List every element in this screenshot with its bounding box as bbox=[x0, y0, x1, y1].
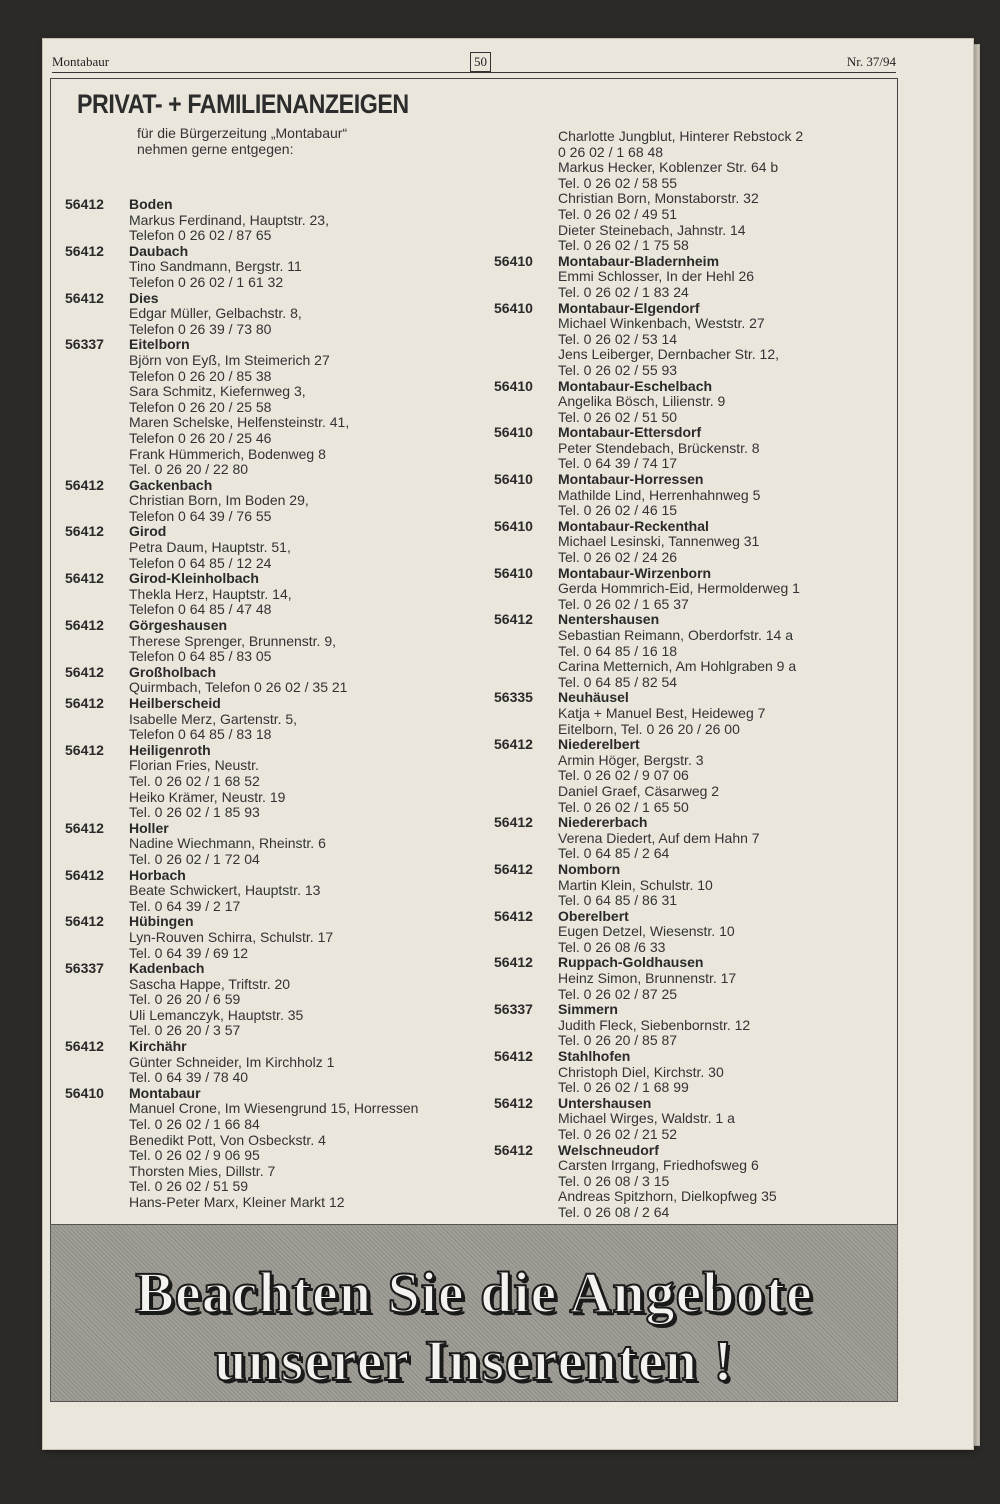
contact-line: 0 26 02 / 1 68 48 bbox=[558, 143, 664, 160]
contact-line: Thorsten Mies, Dillstr. 7 bbox=[129, 1162, 276, 1179]
entry-lines bbox=[129, 821, 418, 868]
issue-number: Nr. 37/94 bbox=[846, 54, 896, 69]
contact-line: Tel. 0 26 02 / 51 50 bbox=[558, 408, 678, 425]
entry-lines bbox=[558, 301, 803, 379]
directory-entry bbox=[494, 1143, 803, 1221]
directory-entry bbox=[494, 737, 803, 815]
contact-line: Tel. 0 26 02 / 21 52 bbox=[558, 1126, 678, 1142]
entry-lines bbox=[129, 337, 418, 477]
directory-entry bbox=[494, 612, 803, 690]
contact-line: Charlotte Jungblut, Hinterer Rebstock 2 bbox=[558, 128, 804, 144]
entry-lines bbox=[558, 909, 803, 956]
contact-line: Armin Höger, Bergstr. 3 bbox=[558, 751, 704, 768]
contact-line: Sebastian Reimann, Oberdorfstr. 14 a bbox=[558, 627, 794, 643]
ad-subtitle-line-2: nehmen gerne entgegen: bbox=[137, 141, 294, 157]
contact-line: Therese Sprenger, Brunnenstr. 9, bbox=[129, 632, 337, 649]
postal-code: 56337 bbox=[65, 336, 104, 353]
town-name: Stahlhofen bbox=[558, 1048, 631, 1065]
contact-line: Tino Sandmann, Bergstr. 11 bbox=[129, 258, 302, 275]
directory-entry bbox=[65, 743, 418, 821]
entry-lines bbox=[558, 955, 803, 1002]
contact-line: Telefon 0 26 02 / 87 65 bbox=[129, 227, 272, 244]
contact-line: Tel. 0 26 02 / 1 68 52 bbox=[129, 772, 260, 789]
entry-lines bbox=[129, 618, 418, 665]
contact-line: Beate Schwickert, Hauptstr. 13 bbox=[129, 882, 321, 899]
entry-lines bbox=[129, 478, 418, 525]
contact-line: Edgar Müller, Gelbachstr. 8, bbox=[129, 305, 302, 322]
postal-code: 56412 bbox=[65, 819, 104, 836]
postal-code: 56412 bbox=[65, 242, 104, 259]
entry-lines bbox=[558, 1143, 803, 1221]
directory-entry bbox=[65, 197, 418, 244]
contact-line: Tel. 0 64 39 / 74 17 bbox=[558, 455, 678, 472]
contact-line: Telefon 0 26 02 / 1 61 32 bbox=[129, 273, 284, 290]
contact-line: Tel. 0 26 02 / 1 83 24 bbox=[558, 283, 689, 300]
postal-code: 56410 bbox=[494, 299, 533, 316]
town-name: Eitelborn bbox=[129, 336, 190, 353]
contact-line: Tel. 0 64 85 / 86 31 bbox=[558, 892, 678, 909]
directory-entry bbox=[65, 914, 418, 961]
town-name: Montabaur-Elgendorf bbox=[558, 299, 700, 316]
town-name: Montabaur-Horressen bbox=[558, 471, 704, 488]
directory-entry bbox=[65, 478, 418, 525]
banner-line-1: Beachten Sie die Angebote bbox=[135, 1260, 813, 1325]
directory-entry bbox=[494, 955, 803, 1002]
town-name: Boden bbox=[129, 196, 173, 212]
postal-code: 56412 bbox=[494, 907, 533, 924]
contact-line: Lyn-Rouven Schirra, Schulstr. 17 bbox=[129, 928, 334, 945]
entry-lines bbox=[129, 197, 418, 244]
entry-lines bbox=[558, 129, 803, 254]
postal-code: 56412 bbox=[494, 736, 533, 753]
contact-line: Telefon 0 26 39 / 73 80 bbox=[129, 320, 272, 337]
postal-code: 56412 bbox=[494, 1094, 533, 1111]
directory-entry bbox=[494, 566, 803, 613]
entry-lines bbox=[558, 1049, 803, 1096]
contact-line: Tel. 0 26 02 / 58 55 bbox=[558, 174, 678, 191]
town-name: Niederelbert bbox=[558, 736, 640, 753]
directory-entry bbox=[494, 129, 803, 254]
postal-code: 56412 bbox=[494, 611, 533, 628]
directory-entry bbox=[494, 815, 803, 862]
classified-box bbox=[50, 78, 898, 1228]
ad-subtitle bbox=[137, 125, 347, 157]
contact-line: Markus Hecker, Koblenzer Str. 64 b bbox=[558, 159, 779, 176]
contact-line: Petra Daum, Hauptstr. 51, bbox=[129, 539, 291, 556]
contact-line: Christian Born, Im Boden 29, bbox=[129, 492, 309, 509]
contact-line: Jens Leiberger, Dernbacher Str. 12, bbox=[558, 346, 780, 363]
contact-line: Tel. 0 64 39 / 2 17 bbox=[129, 897, 241, 914]
contact-line: Telefon 0 26 20 / 25 46 bbox=[129, 429, 272, 446]
town-name: Neuhäusel bbox=[558, 689, 629, 706]
contact-line: Quirmbach, Telefon 0 26 02 / 35 21 bbox=[129, 679, 348, 696]
contact-line: Tel. 0 26 02 / 55 93 bbox=[558, 361, 678, 378]
entry-lines bbox=[129, 665, 418, 696]
contact-line: Tel. 0 26 02 / 1 66 84 bbox=[129, 1116, 260, 1133]
directory-entry bbox=[494, 862, 803, 909]
town-name: Girod-Kleinholbach bbox=[129, 570, 259, 587]
entry-lines bbox=[129, 524, 418, 571]
postal-code: 56412 bbox=[65, 1038, 104, 1055]
contact-line: Telefon 0 64 85 / 83 05 bbox=[129, 648, 272, 665]
contact-line: Eugen Detzel, Wiesenstr. 10 bbox=[558, 923, 735, 940]
contact-line: Gerda Hommrich-Eid, Hermolderweg 1 bbox=[558, 580, 800, 597]
contact-line: Tel. 0 26 02 / 1 72 04 bbox=[129, 850, 260, 867]
header-place: Montabaur bbox=[52, 54, 110, 69]
entry-lines bbox=[558, 815, 803, 862]
postal-code: 56412 bbox=[65, 663, 104, 680]
town-name: Montabaur-Ettersdorf bbox=[558, 424, 702, 441]
town-name: Ruppach-Goldhausen bbox=[558, 954, 704, 971]
directory-entry bbox=[65, 291, 418, 338]
town-name: Montabaur bbox=[129, 1084, 201, 1101]
postal-code: 56412 bbox=[65, 196, 104, 212]
contact-line: Tel. 0 26 02 / 9 06 95 bbox=[129, 1147, 260, 1164]
entry-lines bbox=[558, 425, 803, 472]
contact-line: Martin Klein, Schulstr. 10 bbox=[558, 876, 713, 893]
contact-line: Tel. 0 64 39 / 78 40 bbox=[129, 1069, 249, 1086]
contact-line: Björn von Eyß, Im Steimerich 27 bbox=[129, 351, 330, 368]
contact-line: Tel. 0 26 08 /6 33 bbox=[558, 938, 666, 955]
postal-code: 56410 bbox=[494, 517, 533, 534]
contact-line: Carsten Irrgang, Friedhofsweg 6 bbox=[558, 1157, 759, 1174]
directory-entry bbox=[65, 244, 418, 291]
postal-code: 56412 bbox=[65, 913, 104, 930]
town-name: Gackenbach bbox=[129, 476, 213, 493]
contact-line: Tel. 0 26 20 / 3 57 bbox=[129, 1022, 241, 1039]
postal-code: 56337 bbox=[494, 1001, 533, 1018]
postal-code: 56410 bbox=[494, 471, 533, 488]
postal-code: 56410 bbox=[494, 424, 533, 441]
postal-code: 56410 bbox=[494, 377, 533, 394]
entry-lines bbox=[129, 914, 418, 961]
contact-line: Tel. 0 26 20 / 22 80 bbox=[129, 461, 249, 478]
directory-entry bbox=[65, 1086, 418, 1211]
page-header bbox=[52, 50, 896, 73]
postal-code: 56412 bbox=[65, 695, 104, 711]
directory-entry bbox=[494, 301, 803, 379]
contact-line: Dieter Steinebach, Jahnstr. 14 bbox=[558, 221, 746, 238]
contact-line: Tel. 0 26 02 / 49 51 bbox=[558, 205, 678, 222]
contact-line: Tel. 0 26 02 / 24 26 bbox=[558, 549, 678, 566]
contact-line: Telefon 0 64 39 / 76 55 bbox=[129, 507, 272, 524]
contact-line: Maren Schelske, Helfensteinstr. 41, bbox=[129, 414, 350, 431]
directory-entry bbox=[65, 665, 418, 696]
entry-lines bbox=[558, 379, 803, 426]
contact-line: Heinz Simon, Brunnenstr. 17 bbox=[558, 970, 737, 987]
contact-line: Angelika Bösch, Lilienstr. 9 bbox=[558, 393, 726, 410]
advertisers-banner bbox=[50, 1224, 898, 1402]
directory-entry bbox=[65, 571, 418, 618]
town-name: Montabaur-Wirzenborn bbox=[558, 564, 712, 581]
contact-line: Tel. 0 26 02 / 46 15 bbox=[558, 502, 678, 519]
town-name: Girod bbox=[129, 523, 167, 540]
contact-line: Telefon 0 64 85 / 12 24 bbox=[129, 554, 272, 571]
contact-line: Tel. 0 26 02 / 1 65 50 bbox=[558, 798, 689, 815]
ad-subtitle-line-1: für die Bürgerzeitung „Montabaur“ bbox=[137, 125, 348, 141]
contact-line: Hans-Peter Marx, Kleiner Markt 12 bbox=[129, 1194, 345, 1210]
entry-lines bbox=[558, 566, 803, 613]
directory-entry bbox=[494, 379, 803, 426]
left-column bbox=[65, 197, 418, 1211]
directory-entry bbox=[494, 1096, 803, 1143]
contact-line: Tel. 0 64 85 / 2 64 bbox=[558, 845, 670, 862]
town-name: Großholbach bbox=[129, 663, 217, 680]
contact-line: Judith Fleck, Siebenbornstr. 12 bbox=[558, 1016, 751, 1033]
contact-line: Tel. 0 26 20 / 6 59 bbox=[129, 991, 241, 1008]
entry-lines bbox=[558, 472, 803, 519]
contact-line: Telefon 0 64 85 / 47 48 bbox=[129, 601, 272, 618]
postal-code: 56412 bbox=[65, 289, 104, 306]
contact-line: Günter Schneider, Im Kirchholz 1 bbox=[129, 1053, 335, 1070]
entry-lines bbox=[558, 254, 803, 301]
contact-line: Emmi Schlosser, In der Hehl 26 bbox=[558, 268, 755, 285]
directory-entry bbox=[494, 1002, 803, 1049]
contact-line: Tel. 0 26 02 / 1 85 93 bbox=[129, 804, 260, 821]
entry-lines bbox=[129, 743, 418, 821]
entry-lines bbox=[129, 571, 418, 618]
town-name: Nomborn bbox=[558, 860, 621, 877]
contact-line: Katja + Manuel Best, Heideweg 7 bbox=[558, 704, 766, 721]
contact-line: Telefon 0 64 85 / 83 18 bbox=[129, 726, 272, 743]
directory-entry bbox=[65, 524, 418, 571]
town-name: Oberelbert bbox=[558, 907, 629, 924]
town-name: Montabaur-Bladernheim bbox=[558, 252, 720, 269]
postal-code: 56412 bbox=[65, 476, 104, 493]
ad-title: PRIVAT- + FAMILIENANZEIGEN bbox=[77, 89, 409, 119]
contact-line: Michael Winkenbach, Weststr. 27 bbox=[558, 315, 765, 332]
postal-code: 56412 bbox=[65, 866, 104, 883]
entry-lines bbox=[129, 291, 418, 338]
page-number: 50 bbox=[470, 52, 491, 72]
town-name: Niedererbach bbox=[558, 814, 648, 831]
directory-entry bbox=[65, 618, 418, 665]
postal-code: 56412 bbox=[65, 570, 104, 587]
directory-entry bbox=[494, 690, 803, 737]
postal-code: 56410 bbox=[494, 252, 533, 269]
contact-line: Markus Ferdinand, Hauptstr. 23, bbox=[129, 211, 329, 228]
entry-lines bbox=[129, 244, 418, 291]
town-name: Kirchähr bbox=[129, 1038, 187, 1055]
contact-line: Benedikt Pott, Von Osbeckstr. 4 bbox=[129, 1131, 326, 1148]
contact-line: Mathilde Lind, Herrenhahnweg 5 bbox=[558, 486, 761, 503]
contact-line: Carina Metternich, Am Hohlgraben 9 a bbox=[558, 658, 797, 675]
directory-entry bbox=[494, 909, 803, 956]
postal-code: 56412 bbox=[65, 617, 104, 634]
entry-lines bbox=[558, 862, 803, 909]
contact-line: Michael Wirges, Waldstr. 1 a bbox=[558, 1110, 735, 1127]
contact-line: Tel. 0 64 39 / 69 12 bbox=[129, 944, 249, 961]
contact-line: Tel. 0 64 85 / 16 18 bbox=[558, 642, 678, 659]
entry-lines bbox=[558, 1002, 803, 1049]
entry-lines bbox=[129, 1039, 418, 1086]
entry-lines bbox=[129, 961, 418, 1039]
contact-line: Tel. 0 26 02 / 1 75 58 bbox=[558, 237, 689, 254]
town-name: Nentershausen bbox=[558, 611, 660, 628]
banner-line-2: unserer Inserenten ! bbox=[214, 1328, 734, 1393]
town-name: Dies bbox=[129, 289, 159, 306]
contact-line: Tel. 0 26 02 / 53 14 bbox=[558, 330, 678, 347]
town-name: Horbach bbox=[129, 866, 186, 883]
entry-lines bbox=[558, 612, 803, 690]
contact-line: Heiko Krämer, Neustr. 19 bbox=[129, 788, 286, 805]
contact-line: Tel. 0 64 85 / 82 54 bbox=[558, 673, 678, 690]
postal-code: 56412 bbox=[494, 1048, 533, 1065]
town-name: Kadenbach bbox=[129, 960, 205, 977]
postal-code: 56410 bbox=[65, 1084, 104, 1101]
town-name: Simmern bbox=[558, 1001, 618, 1018]
entry-lines bbox=[129, 696, 418, 743]
contact-line: Tel. 0 26 20 / 85 87 bbox=[558, 1032, 678, 1049]
directory-entry bbox=[65, 868, 418, 915]
contact-line: Telefon 0 26 20 / 85 38 bbox=[129, 367, 272, 384]
directory-entry bbox=[494, 1049, 803, 1096]
contact-line: Andreas Spitzhorn, Dielkopfweg 35 bbox=[558, 1188, 777, 1205]
postal-code: 56412 bbox=[65, 523, 104, 540]
contact-line: Sascha Happe, Triftstr. 20 bbox=[129, 975, 291, 992]
town-name: Heiligenroth bbox=[129, 741, 211, 758]
entry-lines bbox=[129, 1086, 418, 1211]
town-name: Welschneudorf bbox=[558, 1141, 659, 1158]
entry-lines bbox=[129, 868, 418, 915]
contact-line: Tel. 0 26 08 / 2 64 bbox=[558, 1203, 670, 1220]
contact-line: Verena Diedert, Auf dem Hahn 7 bbox=[558, 829, 760, 846]
contact-line: Tel. 0 26 02 / 51 59 bbox=[129, 1178, 249, 1195]
postal-code: 56412 bbox=[65, 741, 104, 758]
directory-entry bbox=[494, 254, 803, 301]
postal-code: 56335 bbox=[494, 689, 533, 706]
directory-entry bbox=[494, 519, 803, 566]
directory-entry bbox=[494, 472, 803, 519]
postal-code: 56412 bbox=[494, 1141, 533, 1158]
right-column bbox=[494, 129, 803, 1221]
contact-line: Nadine Wiechmann, Rheinstr. 6 bbox=[129, 835, 326, 852]
contact-line: Sara Schmitz, Kiefernweg 3, bbox=[129, 383, 306, 400]
contact-line: Daniel Graef, Cäsarweg 2 bbox=[558, 782, 720, 799]
contact-line: Christian Born, Monstaborstr. 32 bbox=[558, 190, 759, 207]
directory-entry bbox=[65, 696, 418, 743]
town-name: Görgeshausen bbox=[129, 617, 228, 634]
postal-code: 56412 bbox=[494, 814, 533, 831]
directory-entry bbox=[65, 821, 418, 868]
directory-entry bbox=[494, 425, 803, 472]
contact-line: Manuel Crone, Im Wiesengrund 15, Horressen bbox=[129, 1100, 419, 1117]
contact-line: Tel. 0 26 02 / 1 68 99 bbox=[558, 1079, 689, 1096]
contact-line: Tel. 0 26 02 / 9 07 06 bbox=[558, 767, 689, 784]
contact-line: Uli Lemanczyk, Hauptstr. 35 bbox=[129, 1006, 304, 1023]
postal-code: 56412 bbox=[494, 954, 533, 971]
contact-line: Eitelborn, Tel. 0 26 20 / 26 00 bbox=[558, 720, 740, 737]
postal-code: 56337 bbox=[65, 960, 104, 977]
contact-line: Tel. 0 26 02 / 1 65 37 bbox=[558, 595, 689, 612]
entry-lines bbox=[558, 690, 803, 737]
town-name: Heilberscheid bbox=[129, 695, 221, 711]
directory-entry bbox=[65, 961, 418, 1039]
contact-line: Thekla Herz, Hauptstr. 14, bbox=[129, 585, 292, 602]
town-name: Montabaur-Eschelbach bbox=[558, 377, 713, 394]
town-name: Holler bbox=[129, 819, 169, 836]
contact-line: Michael Lesinski, Tannenweg 31 bbox=[558, 533, 760, 550]
contact-line: Isabelle Merz, Gartenstr. 5, bbox=[129, 710, 298, 727]
directory-entry bbox=[65, 1039, 418, 1086]
town-name: Hübingen bbox=[129, 913, 194, 930]
postal-code: 56410 bbox=[494, 564, 533, 581]
contact-line: Telefon 0 26 20 / 25 58 bbox=[129, 398, 272, 415]
contact-line: Frank Hümmerich, Bodenweg 8 bbox=[129, 445, 326, 462]
entry-lines bbox=[558, 519, 803, 566]
entry-lines bbox=[558, 1096, 803, 1143]
contact-line: Tel. 0 26 08 / 3 15 bbox=[558, 1172, 670, 1189]
directory-entry bbox=[65, 337, 418, 477]
postal-code: 56412 bbox=[494, 860, 533, 877]
town-name: Untershausen bbox=[558, 1094, 652, 1111]
contact-line: Christoph Diel, Kirchstr. 30 bbox=[558, 1063, 724, 1080]
contact-line: Florian Fries, Neustr. bbox=[129, 757, 259, 774]
contact-line: Peter Stendebach, Brückenstr. 8 bbox=[558, 439, 760, 456]
town-name: Montabaur-Reckenthal bbox=[558, 517, 709, 534]
contact-line: Tel. 0 26 02 / 87 25 bbox=[558, 985, 678, 1002]
entry-lines bbox=[558, 737, 803, 815]
town-name: Daubach bbox=[129, 242, 189, 259]
